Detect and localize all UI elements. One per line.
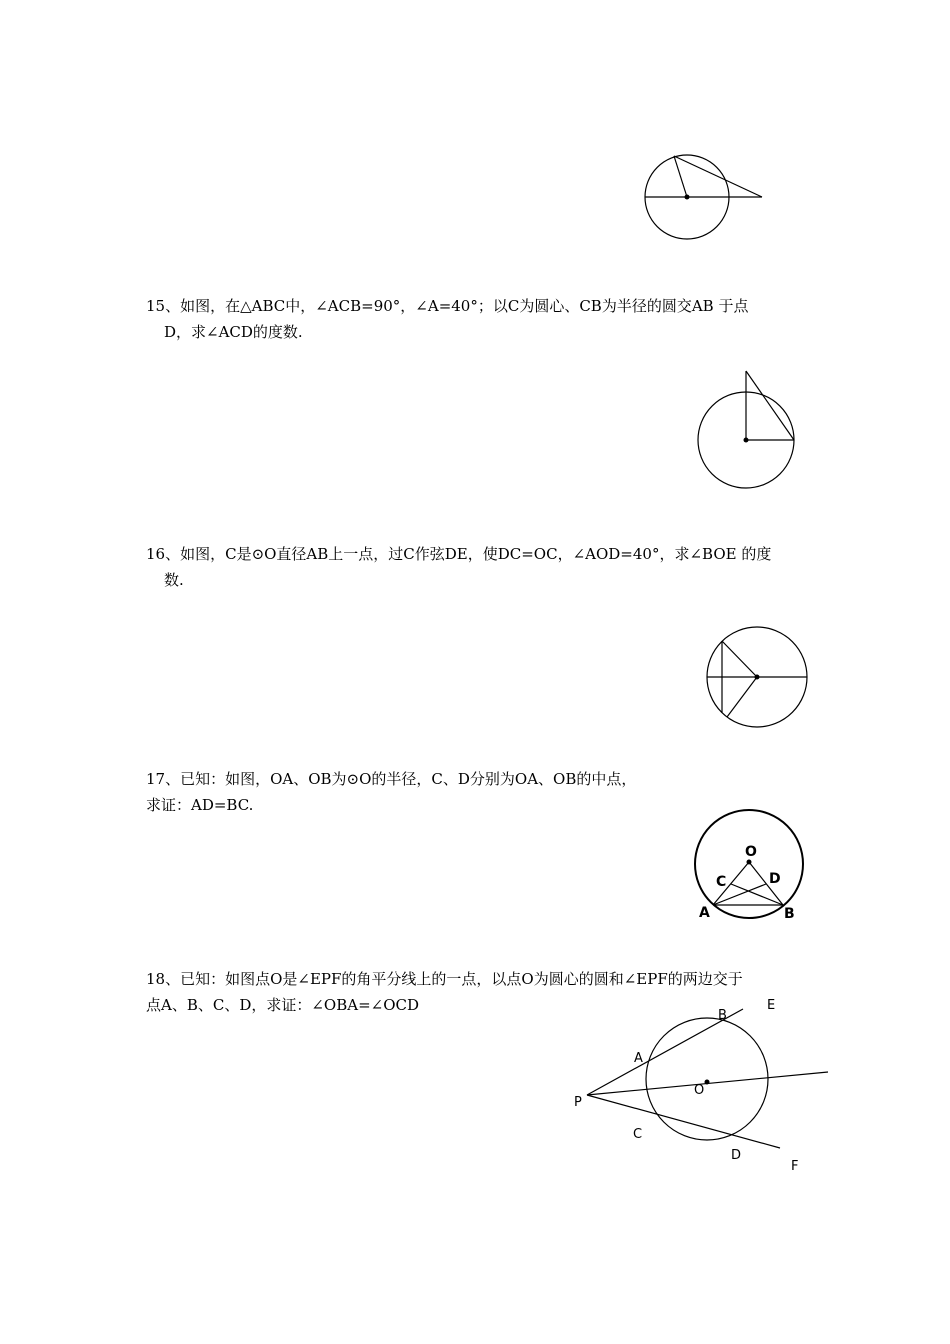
figure-18-center-dot	[705, 1080, 710, 1085]
problem-17-line-2: 求证：AD=BC.	[146, 796, 254, 814]
figure-18-label-a: A	[634, 1051, 643, 1066]
problem-18-line-1: 18、已知：如图点O是∠EPF的角平分线上的一点，以点O为圆心的圆和∠EPF的两边交于	[146, 970, 743, 988]
figure-18-label-p: P	[574, 1095, 582, 1110]
figure-17-label-d: D	[769, 871, 781, 887]
problem-17-line-1: 17、已知：如图，OA、OB为⊙O的半径，C、D分别为OA、OB的中点，	[146, 770, 637, 788]
figure-18-label-e: E	[767, 998, 776, 1013]
problem-16-line-2: 数.	[164, 571, 184, 589]
figure-18-label-c: C	[633, 1127, 643, 1142]
figure-18-label-f: F	[791, 1159, 799, 1174]
problem-16-line-1: 16、如图，C是⊙O直径AB上一点，过C作弦DE，使DC=OC，∠AOD=40°，求∠BOE 的度	[146, 545, 772, 563]
figure-17-label-o: O	[745, 844, 757, 860]
figure-18-label-b: B	[718, 1008, 727, 1023]
problem-15-line-2: D，求∠ACD的度数.	[164, 323, 303, 341]
figure-17-label-b: B	[784, 906, 795, 922]
problem-18-line-2: 点A、B、C、D，求证：∠OBA=∠OCD	[146, 996, 420, 1014]
figure-18-label-d: D	[731, 1148, 742, 1163]
figure-17-label-c: C	[716, 874, 727, 890]
problem-15-line-1: 15、如图，在△ABC中，∠ACB=90°，∠A=40°；以C为圆心、CB为半径的圆交AB 于点	[146, 297, 749, 315]
figure-18-label-o: O	[694, 1083, 705, 1098]
figure-17-label-a: A	[699, 905, 710, 921]
